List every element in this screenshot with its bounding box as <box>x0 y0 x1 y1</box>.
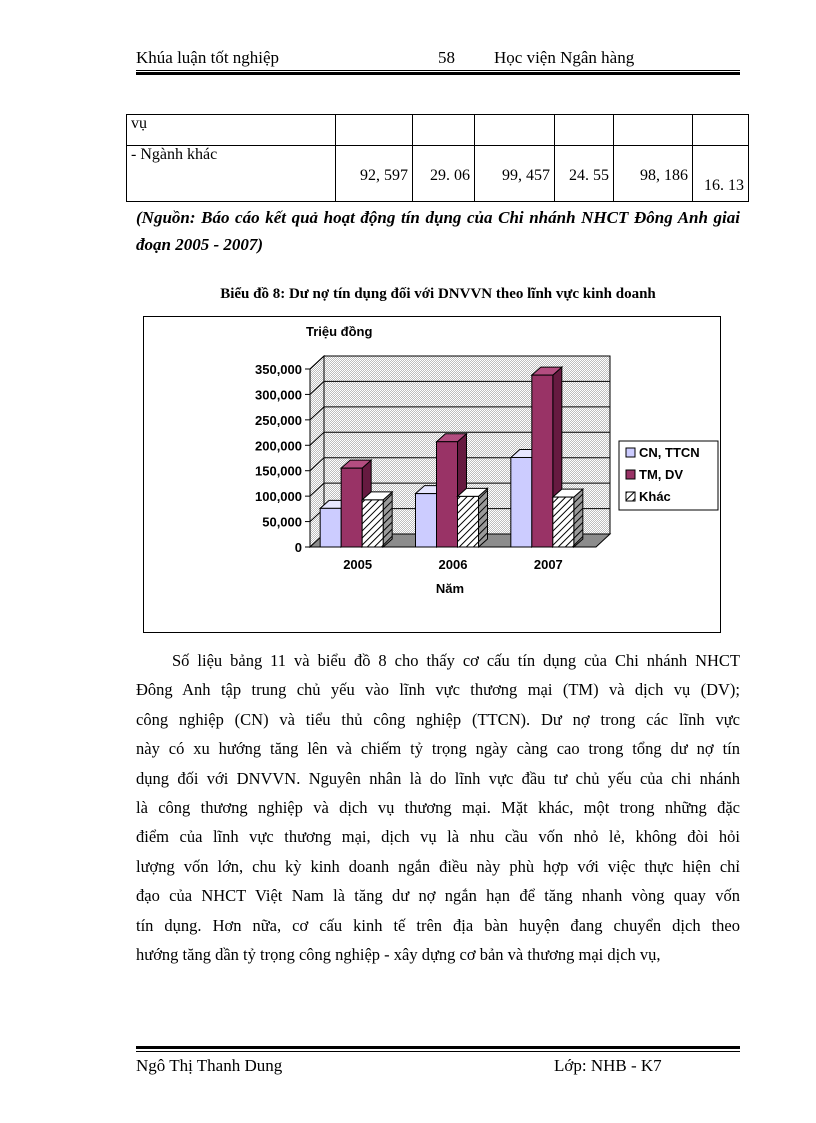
footer-author: Ngô Thị Thanh Dung <box>136 1056 283 1075</box>
footer-class: Lớp: NHB - K7 <box>554 1056 662 1075</box>
legend-label: TM, DV <box>639 467 684 482</box>
table-cell: 99, 457 <box>475 146 555 202</box>
legend-swatch-tm <box>626 470 635 479</box>
y-tick-label: 300,000 <box>255 387 302 403</box>
x-tick-label: 2007 <box>533 557 563 572</box>
paragraph-line: là công thương nghiệp và dịch vụ thương mại. Mặt khác, một trong những đặc <box>136 797 740 817</box>
bar <box>511 457 532 547</box>
bar-side <box>574 489 583 547</box>
bar <box>320 508 341 547</box>
header-rule-thick <box>136 72 740 75</box>
y-tick-label: 150,000 <box>255 463 302 479</box>
table-row-label: vụ <box>127 115 336 146</box>
bar <box>416 494 437 547</box>
paragraph-line: dụng đối với DNVVN. Nguyên nhân là do lĩnh vực đầu tư chủ yếu của chi nhánh <box>136 768 740 788</box>
body-paragraph <box>136 646 740 969</box>
table-cell: 29. 06 <box>413 146 475 202</box>
chart-caption: Biểu đồ 8: Dư nợ tín dụng đối với DNVVN theo lĩnh vực kinh doanh <box>220 286 656 302</box>
bar <box>458 496 479 547</box>
paragraph-line: Đông Anh tập trung chủ yếu vào lĩnh vực thương mại (TM) và dịch vụ (DV); <box>136 680 740 700</box>
bar-side <box>383 492 392 547</box>
table-cell <box>413 115 475 146</box>
page-header <box>136 48 740 70</box>
bar <box>532 375 553 547</box>
table-cell <box>614 115 693 146</box>
paragraph-line: này có xu hướng tăng lên và chiếm tỷ trọng ngày càng cao trong tổng dư nợ tín <box>136 739 740 759</box>
table-cell <box>336 115 413 146</box>
table-cell <box>555 115 614 146</box>
bar-chart <box>144 317 720 632</box>
paragraph-line: lượng vốn lớn, chu kỳ kinh doanh ngắn điều này phù hợp với việc thực hiện chỉ <box>136 856 740 876</box>
footer-rule-thin <box>136 1051 740 1052</box>
table-cell <box>693 115 749 146</box>
legend <box>619 441 718 510</box>
source-note: (Nguồn: Báo cáo kết quả hoạt động tín dụng của Chi nhánh NHCT Đông Anh giai đoạn 2005 - 2007) <box>136 208 740 254</box>
table-row <box>127 115 749 146</box>
legend-swatch-khac <box>626 492 635 501</box>
table-row-label: - Ngành khác <box>127 146 336 202</box>
header-page-number: 58 <box>438 48 455 67</box>
bar <box>341 468 362 547</box>
legend-swatch-cn <box>626 448 635 457</box>
bar-side <box>479 488 488 547</box>
x-tick-label: 2005 <box>343 557 373 572</box>
bar <box>362 500 383 547</box>
table-cell: 24. 55 <box>555 146 614 202</box>
table-cell <box>475 115 555 146</box>
y-tick-label: 250,000 <box>255 412 302 428</box>
header-rule-thin <box>136 70 740 71</box>
paragraph-line: điểm của lĩnh vực thương mại, dịch vụ là nhu cầu vốn nhỏ lẻ, không đòi hỏi <box>136 827 740 847</box>
y-tick-label: 0 <box>294 540 302 555</box>
table-cell: 16. 13 <box>693 146 749 202</box>
header-institution: Học viện Ngân hàng <box>494 48 635 67</box>
y-tick-label: 200,000 <box>255 438 302 454</box>
bar <box>437 442 458 547</box>
table-cell: 92, 597 <box>336 146 413 202</box>
chart-frame <box>143 316 721 633</box>
x-axis-label: Năm <box>435 581 465 596</box>
table-row <box>127 146 749 202</box>
paragraph-line: hướng tăng dần tỷ trọng công nghiệp - xây dựng cơ bản và thương mại dịch vụ, <box>136 944 661 964</box>
legend-label: Khác <box>639 489 671 504</box>
header-thesis-label: Khúa luận tốt nghiệp <box>136 48 280 67</box>
table-cell: 98, 186 <box>614 146 693 202</box>
y-axis-label: Triệu đồng <box>306 324 373 339</box>
credit-table <box>126 114 749 202</box>
legend-label: CN, TTCN <box>639 445 700 460</box>
bar <box>553 497 574 547</box>
x-tick-label: 2006 <box>438 557 468 572</box>
paragraph-line: tín dụng. Hơn nữa, cơ cấu kinh tế trên địa bàn huyện đang chuyển dịch theo <box>136 915 740 935</box>
paragraph-line: đạo của NHCT Việt Nam là tăng dư nợ ngắn hạn để tăng nhanh vòng quay vốn <box>136 886 740 906</box>
paragraph-line: Số liệu bảng 11 và biểu đồ 8 cho thấy cơ cấu tín dụng của Chi nhánh NHCT <box>172 651 740 670</box>
y-tick-label: 100,000 <box>255 489 302 505</box>
y-tick-label: 50,000 <box>262 514 302 530</box>
paragraph-line: công nghiệp (CN) và tiểu thủ công nghiệp (TTCN). Dư nợ trong các lĩnh vực <box>136 709 740 729</box>
y-tick-label: 350,000 <box>255 362 302 377</box>
footer-rule-thick <box>136 1046 740 1049</box>
